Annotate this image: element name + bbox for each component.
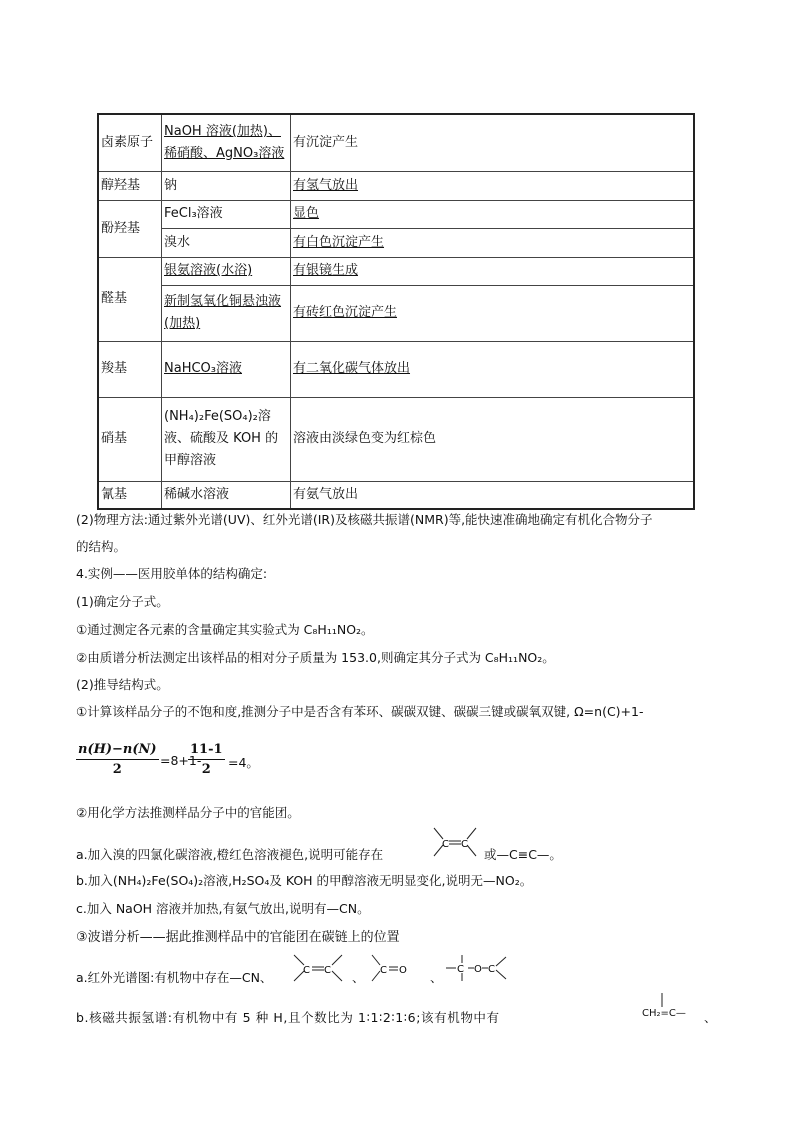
paragraph: b.加入(NH₄)₂Fe(SO₄)₂溶液,H₂SO₄及 KOH 的甲醇溶液无明显变化,说明无—NO₂。 <box>76 873 533 888</box>
subheading: (1)确定分子式。 <box>76 594 169 609</box>
paragraph: 或—C≡C—。 <box>484 847 562 862</box>
table-cell-reagent: 银氨溶液(水浴) <box>162 257 291 285</box>
table-cell-group: 醇羟基 <box>98 171 162 200</box>
functional-group-table <box>97 113 695 510</box>
paragraph: ③波谱分析——据此推测样品中的官能团在碳链上的位置 <box>76 930 400 945</box>
table-cell-group: 羧基 <box>98 341 162 397</box>
fraction-denominator: 2 <box>201 762 211 777</box>
table-cell-reagent: FeCl₃溶液 <box>162 200 291 228</box>
table-cell-reagent: 溴水 <box>162 228 291 257</box>
svg-text:C: C <box>380 965 387 976</box>
table-cell-group: 醛基 <box>98 257 162 341</box>
svg-text:C: C <box>457 964 464 975</box>
equation-text: =8+1- <box>160 753 202 768</box>
paragraph: ①计算该样品分子的不饱和度,推测分子中是否含有苯环、碳碳双键、碳碳三键或碳氧双键, Ω=n(C)+1- <box>76 704 644 719</box>
paragraph: ②用化学方法推测样品分子中的官能团。 <box>76 805 300 820</box>
table-cell-reagent: 新制氢氧化铜悬浊液(加热) <box>162 285 291 341</box>
table-cell-reagent: 钠 <box>162 171 291 200</box>
paragraph: b.核磁共振氢谱:有机物中有 5 种 H,且个数比为 1∶1∶2∶1∶6;该有机物中有 <box>76 1010 500 1025</box>
table-cell-phenomenon: 有银镜生成 <box>291 257 695 285</box>
table-cell-phenomenon: 有氢气放出 <box>291 171 695 200</box>
svg-text:C: C <box>461 839 468 850</box>
table-cell-group: 硝基 <box>98 397 162 481</box>
paragraph: (2)物理方法:通过紫外光谱(UV)、红外光谱(IR)及核磁共振谱(NMR)等,能快速准确地确定有机化合物分子 <box>76 512 653 527</box>
fraction-numerator: n(H)−n(N) <box>76 741 159 760</box>
fraction-numerator: 11-1 <box>188 741 225 760</box>
separator: 、 <box>430 970 443 985</box>
table-cell-phenomenon: 有白色沉淀产生 <box>291 228 695 257</box>
table-cell-reagent: NaHCO₃溶液 <box>162 341 291 397</box>
svg-text:C: C <box>324 965 331 976</box>
vinyl-fragment: CH₂=C— <box>642 1008 686 1019</box>
table-cell-phenomenon: 显色 <box>291 200 695 228</box>
table-cell-phenomenon: 有二氧化碳气体放出 <box>291 341 695 397</box>
table-cell-reagent: 稀碱水溶液 <box>162 481 291 509</box>
table-cell-phenomenon: 有沉淀产生 <box>291 114 695 171</box>
svg-text:O: O <box>399 965 407 976</box>
equation-text: =4。 <box>228 755 259 770</box>
paragraph: c.加入 NaOH 溶液并加热,有氨气放出,说明有—CN。 <box>76 901 370 916</box>
table-cell-group: 卤素原子 <box>98 114 162 171</box>
table-cell-phenomenon: 有砖红色沉淀产生 <box>291 285 695 341</box>
subheading: (2)推导结构式。 <box>76 677 169 692</box>
svg-text:C: C <box>488 964 495 975</box>
fraction-denominator: 2 <box>112 762 122 777</box>
table-cell-phenomenon: 有氨气放出 <box>291 481 695 509</box>
ether-structure <box>444 953 508 985</box>
svg-text:C: C <box>303 965 310 976</box>
carbon-carbon-double-bond-structure <box>292 953 348 985</box>
carbon-carbon-double-bond-structure <box>432 826 478 860</box>
svg-text:C: C <box>442 839 449 850</box>
paragraph: ②由质谱分析法测定出该样品的相对分子质量为 153.0,则确定其分子式为 C₈H₁₁NO₂。 <box>76 650 555 665</box>
table-cell-reagent: NaOH 溶液(加热)、稀硝酸、AgNO₃溶液 <box>162 114 291 171</box>
separator: 、 <box>352 970 365 985</box>
paragraph: ①通过测定各元素的含量确定其实验式为 C₈H₁₁NO₂。 <box>76 622 374 637</box>
table-cell-reagent: (NH₄)₂Fe(SO₄)₂溶液、硫酸及 KOH 的甲醇溶液 <box>162 397 291 481</box>
fraction <box>76 741 159 780</box>
paragraph: a.加入溴的四氯化碳溶液,橙红色溶液褪色,说明可能存在 <box>76 847 384 862</box>
svg-text:O: O <box>474 964 482 975</box>
paragraph: 的结构。 <box>76 539 127 554</box>
carbonyl-structure <box>370 953 410 985</box>
table-cell-phenomenon: 溶液由淡绿色变为红棕色 <box>291 397 695 481</box>
separator: 、 <box>704 1010 717 1025</box>
table-cell-group: 氰基 <box>98 481 162 509</box>
bond-line <box>660 993 664 1007</box>
section-heading: 4.实例——医用胶单体的结构确定: <box>76 566 268 581</box>
paragraph: a.红外光谱图:有机物中存在—CN、 <box>76 970 273 985</box>
fraction <box>188 741 225 780</box>
table-cell-group: 酚羟基 <box>98 200 162 257</box>
